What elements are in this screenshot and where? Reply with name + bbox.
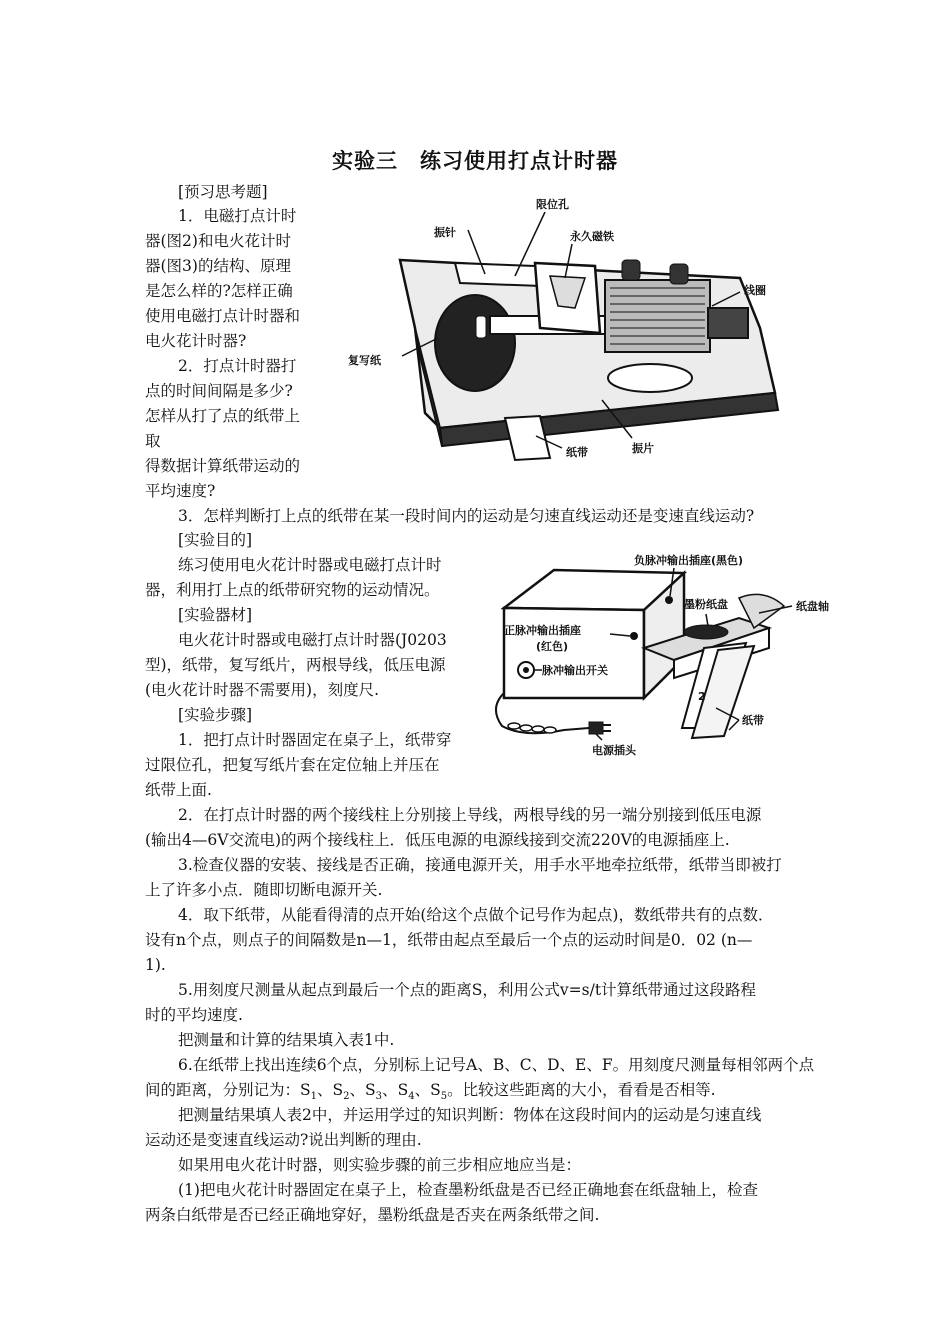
label-power-plug: 电源插头 [592, 744, 636, 757]
q1-line: 使用电磁打点计时器和 [145, 307, 301, 325]
s2-symbol: $S_2$ [332, 1081, 350, 1103]
label-pos-socket: 正脉冲输出插座 [504, 624, 581, 637]
label-disk-axis: 纸盘轴 [796, 600, 829, 613]
spark-intro: 如果用电火花计时器，则实验步骤的前三步相应地应当是： [178, 1156, 582, 1174]
label-paper-tape: 纸带 [566, 446, 588, 459]
q2-line: 怎样从打了点的纸带上 [145, 407, 301, 425]
step3-line: 3.检查仪器的安装、接线是否正确，接通电源开关，用手水平地牵拉纸带，纸带当即被打 [178, 856, 782, 874]
q2-line: 取 [145, 432, 161, 450]
label-neg-socket: 负脉冲输出插座(黑色) [634, 554, 744, 567]
steps-heading: [实验步骤] [178, 706, 253, 724]
table1-line: 把测量和计算的结果填入表1中. [178, 1031, 395, 1049]
label-limit-hole: 限位孔 [536, 198, 569, 211]
q2-line: 得数据计算纸带运动的 [145, 457, 301, 475]
label-coil: 线圈 [744, 284, 766, 297]
purpose-heading: [实验目的] [178, 531, 253, 549]
q1-line: 器(图2)和电火花计时 [145, 232, 291, 250]
step1-line: 1．把打点计时器固定在桌子上，纸带穿 [178, 731, 452, 749]
step6-line: 间的距离，分别记为：$S_1$、$S_2$、$S_3$、$S_4$、$S_5$。比较这些距离的大小，看看是否相等. [145, 1081, 716, 1103]
label-vibrating-needle: 振针 [434, 226, 456, 239]
page-title: 实验三 练习使用打点计时器 [332, 148, 618, 173]
purpose-line: 器，利用打上点的纸带研究物的运动情况。 [145, 581, 440, 599]
label-carbon-paper: 复写纸 [348, 354, 381, 367]
figure-electromagnetic-timer [340, 188, 790, 470]
label-toner-disk: 墨粉纸盘 [684, 598, 728, 611]
preview-heading: [预习思考题] [178, 183, 268, 201]
equipment-line: 型)，纸带，复写纸片，两根导线，低压电源 [145, 656, 446, 674]
label-vibrating-plate: 振片 [632, 442, 654, 455]
step4-line: 1). [145, 956, 166, 974]
step4-line: 4．取下纸带，从能看得清的点开始(给这个点做个记号作为起点)，数纸带共有的点数． [178, 906, 774, 924]
q3-line: 3．怎样判断打上点的纸带在某一段时间内的运动是匀速直线运动还是变速直线运动? [178, 507, 755, 525]
label-pos-socket-color: (红色) [536, 640, 569, 653]
equipment-line: (电火花计时器不需要用)，刻度尺. [145, 681, 380, 699]
step5-line: 5.用刻度尺测量从起点到最后一个点的距离S，利用公式v=s/t计算纸带通过这段路程 [178, 981, 757, 999]
label-tape-number: 2 [698, 690, 706, 703]
table2-line: 运动还是变速直线运动?说出判断的理由. [145, 1131, 422, 1149]
step1-line: 纸带上面. [145, 781, 212, 799]
s1-symbol: $S_1$ [300, 1081, 318, 1103]
step6-prefix: 间的距离，分别记为： [145, 1081, 301, 1099]
label-pulse-switch: 脉冲输出开关 [542, 664, 608, 677]
q1-line: 电火花计时器? [145, 332, 247, 350]
spark-step1-line: 两条白纸带是否已经正确地穿好，墨粉纸盘是否夹在两条纸带之间. [145, 1206, 600, 1224]
q1-line: 是怎么样的?怎样正确 [145, 282, 293, 300]
step5-line: 时的平均速度. [145, 1006, 243, 1024]
equipment-heading: [实验器材] [178, 606, 253, 624]
label-paper-tape: 纸带 [742, 714, 764, 727]
figure-spark-timer [484, 548, 874, 768]
s3-symbol: $S_3$ [365, 1081, 383, 1103]
step4-line: 设有n个点，则点子的间隔数是n—1，纸带由起点至最后一个点的运动时间是0．02 (n— [145, 931, 753, 949]
q2-line: 平均速度? [145, 482, 216, 500]
step2-line: (输出4—6V交流电)的两个接线柱上．低压电源的电源线接到交流220V的电源插座上. [145, 831, 730, 849]
q2-line: 2．打点计时器打 [178, 357, 297, 375]
q1-line: 1．电磁打点计时 [178, 207, 297, 225]
label-permanent-magnet: 永久磁铁 [570, 230, 614, 243]
equipment-line: 电火花计时器或电磁打点计时器(J0203 [178, 631, 447, 649]
step6-line: 6.在纸带上找出连续6个点，分别标上记号A、B、C、D、E、F。用刻度尺测量每相邻两个点 [178, 1056, 815, 1074]
s4-symbol: $S_4$ [397, 1081, 415, 1103]
spark-step1-line: (1)把电火花计时器固定在桌子上，检查墨粉纸盘是否已经正确地套在纸盘轴上，检查 [178, 1181, 758, 1199]
q2-line: 点的时间间隔是多少? [145, 382, 293, 400]
q1-line: 器(图3)的结构、原理 [145, 257, 291, 275]
purpose-line: 练习使用电火花计时器或电磁打点计时 [178, 556, 442, 574]
table2-line: 把测量结果填人表2中，并运用学过的知识判断：物体在这段时间内的运动是匀速直线 [178, 1106, 762, 1124]
step3-line: 上了许多小点．随即切断电源开关. [145, 881, 383, 899]
step6-suffix: 。比较这些距离的大小，看看是否相等. [447, 1081, 716, 1099]
step2-line: 2．在打点计时器的两个接线柱上分别接上导线，两根导线的另一端分别接到低压电源 [178, 806, 762, 824]
step1-line: 过限位孔，把复写纸片套在定位轴上并压在 [145, 756, 440, 774]
s5-symbol: $S_5$ [430, 1081, 448, 1103]
